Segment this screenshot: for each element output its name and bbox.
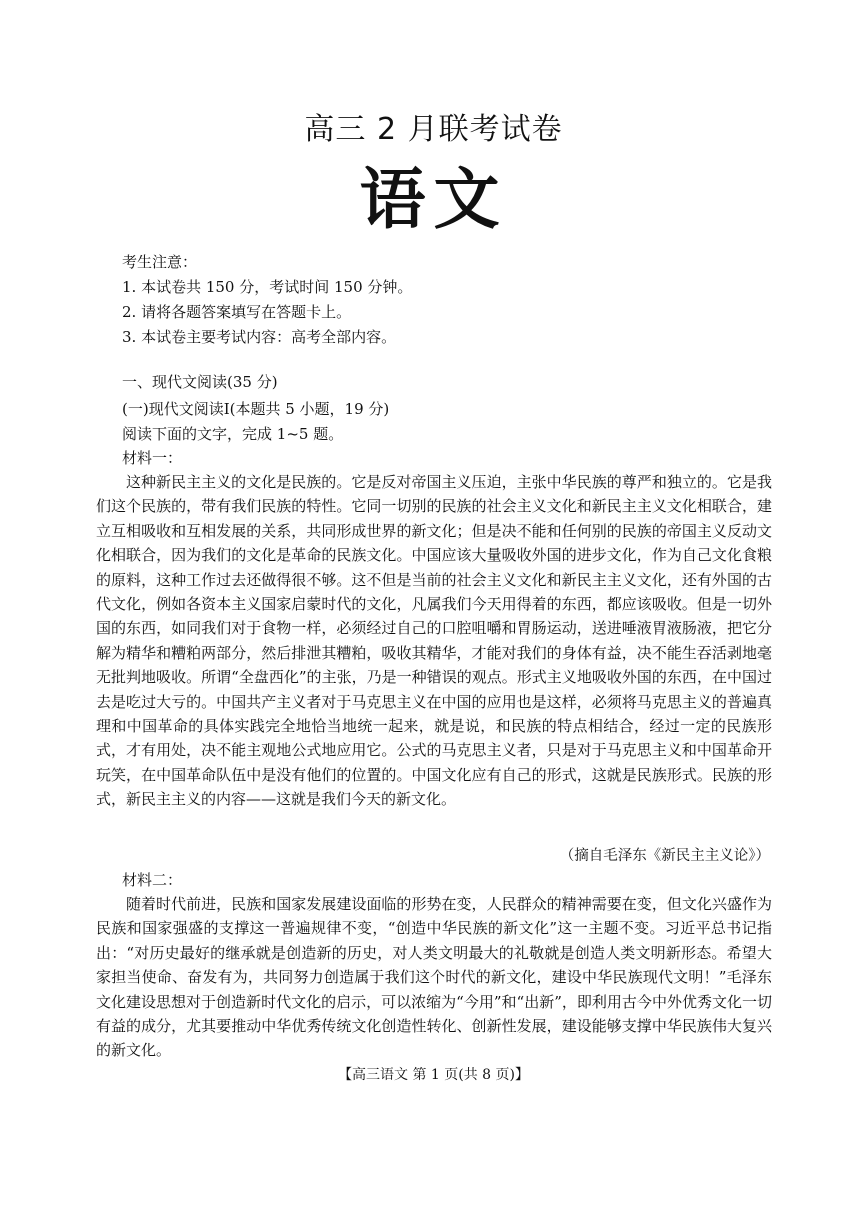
candidate-notice — [122, 250, 762, 350]
notice-item: 2. 请将各题答案填写在答题卡上。 — [122, 303, 352, 321]
notice-item: 1. 本试卷共 150 分，考试时间 150 分钟。 — [122, 278, 413, 296]
material1-label: 材料一： — [122, 449, 183, 467]
notice-heading: 考生注意： — [122, 253, 198, 271]
notice-item: 3. 本试卷主要考试内容：高考全部内容。 — [122, 328, 397, 346]
material2-label: 材料二： — [122, 871, 183, 889]
material2-text: 随着时代前进，民族和国家发展建设面临的形势在变，人民群众的精神需要在变，但文化兴盛作为民族和国家强盛的支撑这一普遍规律不变，“创造中华民族的新文化”这一主题不变。习近平总书记指出：“对历史最好的继承就是创造新的历史，对人类文明最大的礼敬就是创造人类文明新形态。希望大家担当使命、奋发有为，共同努力创造属于我们这个时代的新文化，建设中华民族现代文明！”毛泽东文化建设思想对于创造新时代文化的启示，可以浓缩为“今用”和“出新”，即利用古今中外优秀文化一切有益的成分，尤其要推动中华优秀传统文化创造性转化、创新性发展，建设能够支撑中华民族伟大复兴的新文化。 — [96, 895, 772, 1060]
exam-subtitle: 高三 2 月联考试卷 — [304, 112, 563, 147]
material1-text: 这种新民主主义的文化是民族的。它是反对帝国主义压迫，主张中华民族的尊严和独立的。它是我们这个民族的，带有我们民族的特性。它同一切别的民族的社会主义文化和新民主主义文化相联合，建立互相吸收和互相发展的关系，共同形成世界的新文化；但是决不能和任何别的民族的帝国主义反动文化相联合，因为我们的文化是革命的民族文化。中国应该大量吸收外国的进步文化，作为自己文化食粮的原料，这种工作过去还做得很不够。这不但是当前的社会主义文化和新民主主义文化，还有外国的古代文化，例如各资本主义国家启蒙时代的文化，凡属我们今天用得着的东西，都应该吸收。但是一切外国的东西，如同我们对于食物一样，必须经过自己的口腔咀嚼和胃肠运动，送进唾液胃液肠液，把它分解为精华和糟粕两部分，然后排泄其糟粕，吸收其精华，才能对我们的身体有益，决不能生吞活剥地毫无批判地吸收。所谓“全盘西化”的主张，乃是一种错误的观点。形式主义地吸收外国的东西，在中国过去是吃过大亏的。中国共产主义者对于马克思主义在中国的应用也是这样，必须将马克思主义的普遍真理和中国革命的具体实践完全地恰当地统一起来，就是说，和民族的特点相结合，经过一定的民族形式，才有用处，决不能主观地公式地应用它。公式的马克思主义者，只是对于马克思主义和中国革命开玩笑，在中国革命队伍中是没有他们的位置的。中国文化应有自己的形式，这就是民族形式。民族的形式，新民主主义的内容——这就是我们今天的新文化。 — [96, 473, 772, 809]
reading-instruction: 阅读下面的文字，完成 1~5 题。 — [122, 425, 344, 443]
material1-source: （摘自毛泽东《新民主主义论》） — [559, 848, 770, 864]
section-heading: 一、现代文阅读(35 分) — [122, 373, 278, 391]
section-subheading: (一)现代文阅读Ⅰ(本题共 5 小题，19 分) — [122, 400, 390, 418]
exam-title: 语文 — [359, 161, 508, 238]
page-footer: 【高三语文 第 1 页(共 8 页)】 — [338, 1067, 529, 1083]
